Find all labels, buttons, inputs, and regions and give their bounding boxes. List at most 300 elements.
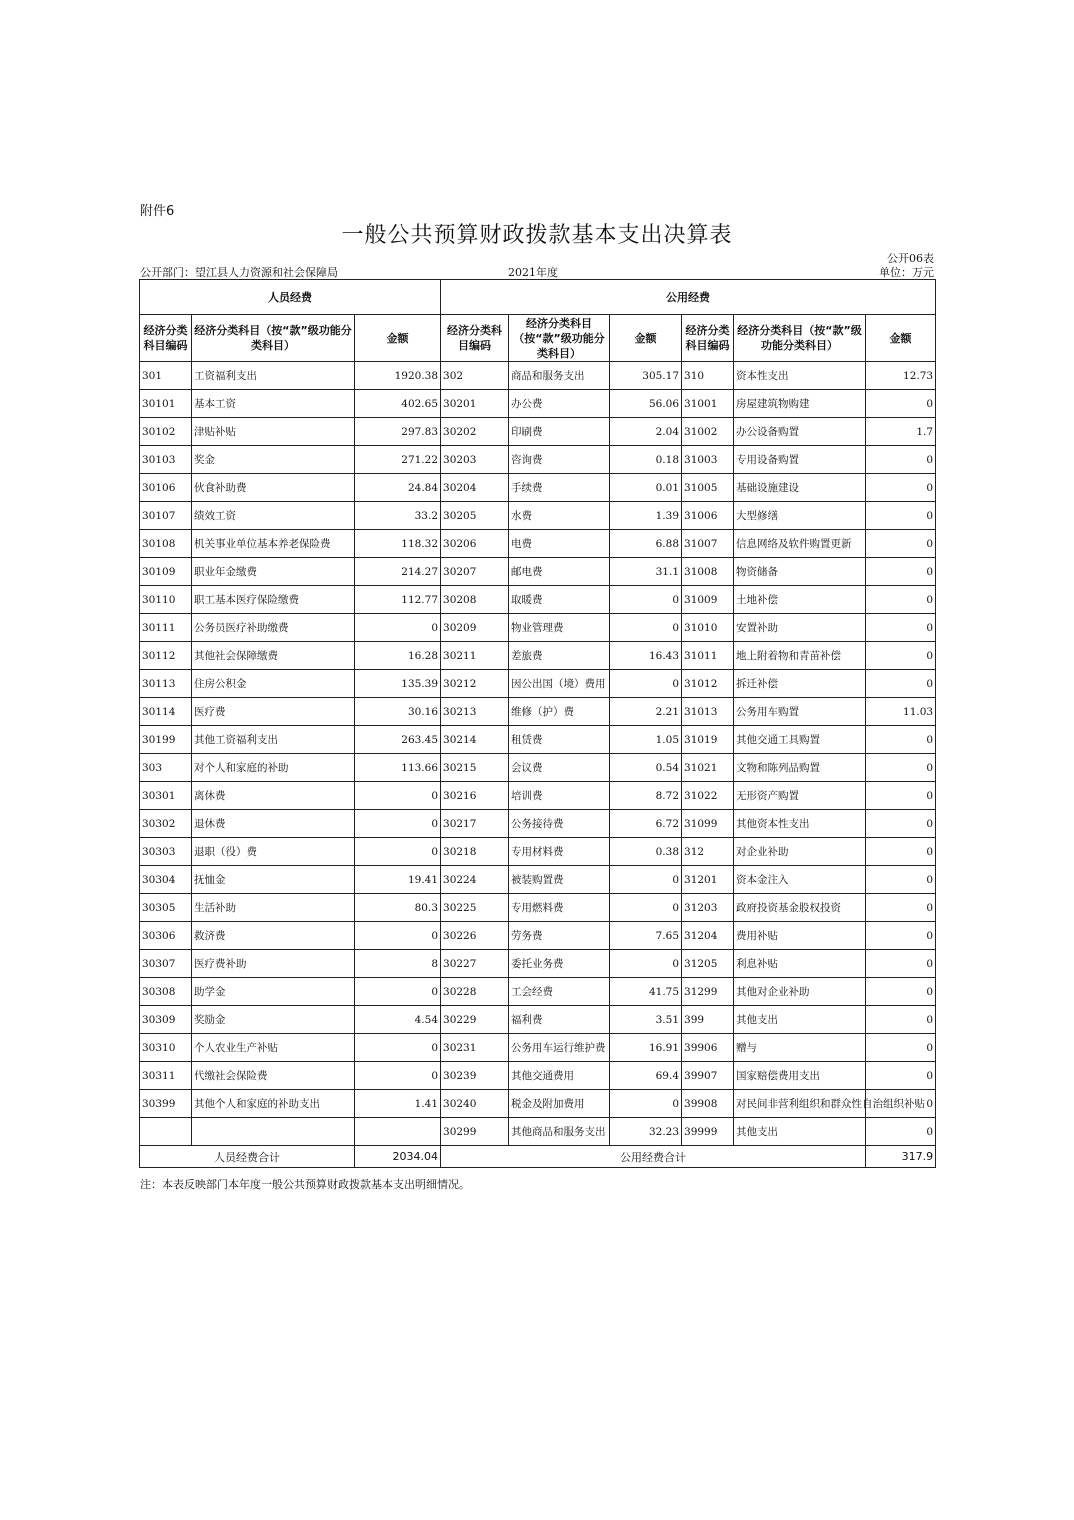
subject-cell: 代缴社会保险费 xyxy=(192,1062,355,1090)
amount-cell: 0 xyxy=(866,1034,936,1062)
amount-cell: 0.18 xyxy=(610,446,682,474)
code-cell: 31021 xyxy=(682,754,734,782)
amount-cell: 11.03 xyxy=(866,698,936,726)
code-cell: 30215 xyxy=(441,754,509,782)
code-cell: 30309 xyxy=(140,1006,192,1034)
code-cell: 30227 xyxy=(441,950,509,978)
table-row xyxy=(140,362,936,390)
code-cell: 30204 xyxy=(441,474,509,502)
table-row xyxy=(140,670,936,698)
amount-cell: 0.54 xyxy=(610,754,682,782)
code-cell: 31008 xyxy=(682,558,734,586)
attachment-label: 附件6 xyxy=(140,204,175,219)
subject-cell: 抚恤金 xyxy=(192,866,355,894)
subject-cell: 资本性支出 xyxy=(734,362,866,390)
amount-cell: 0 xyxy=(866,726,936,754)
subject-cell: 专用设备购置 xyxy=(734,446,866,474)
amount-cell: 24.84 xyxy=(355,474,441,502)
subject-cell: 对企业补助 xyxy=(734,838,866,866)
public-total-label: 公用经费合计 xyxy=(441,1146,866,1168)
subject-cell: 房屋建筑物购建 xyxy=(734,390,866,418)
code-cell: 30226 xyxy=(441,922,509,950)
code-cell: 39906 xyxy=(682,1034,734,1062)
amount-cell: 0 xyxy=(866,866,936,894)
subject-cell: 办公设备购置 xyxy=(734,418,866,446)
amount-cell: 0 xyxy=(610,670,682,698)
subject-cell: 公务用车购置 xyxy=(734,698,866,726)
amount-cell: 0 xyxy=(866,978,936,1006)
amount-cell: 4.54 xyxy=(355,1006,441,1034)
subject-cell: 利息补贴 xyxy=(734,950,866,978)
code-cell: 31003 xyxy=(682,446,734,474)
table-row xyxy=(140,866,936,894)
subject-cell: 基本工资 xyxy=(192,390,355,418)
amount-cell: 0 xyxy=(355,782,441,810)
subject-cell: 职业年金缴费 xyxy=(192,558,355,586)
amount-cell: 16.28 xyxy=(355,642,441,670)
code-cell: 39999 xyxy=(682,1118,734,1146)
table-row xyxy=(140,642,936,670)
amount-cell: 0 xyxy=(866,754,936,782)
amount-cell: 0 xyxy=(866,558,936,586)
header-amount: 金额 xyxy=(866,315,936,362)
amount-cell: 32.23 xyxy=(610,1118,682,1146)
subject-cell: 委托业务费 xyxy=(509,950,610,978)
code-cell: 30199 xyxy=(140,726,192,754)
code-cell: 30211 xyxy=(441,642,509,670)
amount-cell: 16.91 xyxy=(610,1034,682,1062)
code-cell: 30299 xyxy=(441,1118,509,1146)
amount-cell: 305.17 xyxy=(610,362,682,390)
subject-cell: 伙食补助费 xyxy=(192,474,355,502)
subject-cell: 对民间非营利组织和群众性自治组织补贴 xyxy=(734,1090,866,1118)
code-cell: 30112 xyxy=(140,642,192,670)
table-row xyxy=(140,810,936,838)
table-row xyxy=(140,1118,936,1146)
code-cell: 30205 xyxy=(441,502,509,530)
code-cell: 30109 xyxy=(140,558,192,586)
code-cell: 31022 xyxy=(682,782,734,810)
subject-cell: 个人农业生产补贴 xyxy=(192,1034,355,1062)
amount-cell: 2.21 xyxy=(610,698,682,726)
table-row xyxy=(140,922,936,950)
subject-cell: 电费 xyxy=(509,530,610,558)
department-label: 公开部门：望江县人力资源和社会保障局 xyxy=(140,266,338,279)
code-cell: 312 xyxy=(682,838,734,866)
code-cell: 31019 xyxy=(682,726,734,754)
code-cell: 303 xyxy=(140,754,192,782)
code-cell: 30212 xyxy=(441,670,509,698)
subject-cell: 奖金 xyxy=(192,446,355,474)
table-row xyxy=(140,446,936,474)
amount-cell: 8 xyxy=(355,950,441,978)
amount-cell xyxy=(355,1118,441,1146)
subject-cell: 医疗费补助 xyxy=(192,950,355,978)
subject-cell: 其他交通工具购置 xyxy=(734,726,866,754)
table-row xyxy=(140,1034,936,1062)
code-cell: 30224 xyxy=(441,866,509,894)
amount-cell: 0 xyxy=(866,474,936,502)
subject-cell: 工资福利支出 xyxy=(192,362,355,390)
code-cell: 31012 xyxy=(682,670,734,698)
subject-cell: 土地补偿 xyxy=(734,586,866,614)
subject-cell: 其他社会保障缴费 xyxy=(192,642,355,670)
amount-cell: 135.39 xyxy=(355,670,441,698)
subject-cell: 赠与 xyxy=(734,1034,866,1062)
subject-cell: 公务用车运行维护费 xyxy=(509,1034,610,1062)
code-cell: 31205 xyxy=(682,950,734,978)
subject-cell: 其他交通费用 xyxy=(509,1062,610,1090)
table-row xyxy=(140,390,936,418)
amount-cell: 2.04 xyxy=(610,418,682,446)
subject-cell: 信息网络及软件购置更新 xyxy=(734,530,866,558)
header-subject: 经济分类科目（按“款”级功能分类科目） xyxy=(509,315,610,362)
subject-cell: 资本金注入 xyxy=(734,866,866,894)
amount-cell: 0 xyxy=(866,586,936,614)
amount-cell: 8.72 xyxy=(610,782,682,810)
amount-cell: 0 xyxy=(610,1090,682,1118)
amount-cell: 6.72 xyxy=(610,810,682,838)
code-cell: 30113 xyxy=(140,670,192,698)
amount-cell: 41.75 xyxy=(610,978,682,1006)
code-cell: 30302 xyxy=(140,810,192,838)
subject-cell: 手续费 xyxy=(509,474,610,502)
table-row xyxy=(140,1006,936,1034)
amount-cell: 0 xyxy=(355,614,441,642)
subject-cell: 公务接待费 xyxy=(509,810,610,838)
subject-cell: 咨询费 xyxy=(509,446,610,474)
code-cell xyxy=(140,1118,192,1146)
subject-cell: 政府投资基金股权投资 xyxy=(734,894,866,922)
subject-cell: 职工基本医疗保险缴费 xyxy=(192,586,355,614)
code-cell: 30240 xyxy=(441,1090,509,1118)
amount-cell: 0.38 xyxy=(610,838,682,866)
amount-cell: 1920.38 xyxy=(355,362,441,390)
amount-cell: 0 xyxy=(866,390,936,418)
totals-row xyxy=(140,1146,936,1168)
code-cell: 31299 xyxy=(682,978,734,1006)
code-cell: 30106 xyxy=(140,474,192,502)
year-label: 2021年度 xyxy=(508,266,558,279)
code-cell: 31013 xyxy=(682,698,734,726)
code-cell: 30218 xyxy=(441,838,509,866)
code-cell: 30214 xyxy=(441,726,509,754)
table-row xyxy=(140,530,936,558)
subject-cell: 专用材料费 xyxy=(509,838,610,866)
code-cell: 301 xyxy=(140,362,192,390)
table-row xyxy=(140,838,936,866)
amount-cell: 271.22 xyxy=(355,446,441,474)
amount-cell: 0 xyxy=(866,502,936,530)
code-cell: 30201 xyxy=(441,390,509,418)
header-amount: 金额 xyxy=(610,315,682,362)
subject-cell: 对个人和家庭的补助 xyxy=(192,754,355,782)
subject-cell: 商品和服务支出 xyxy=(509,362,610,390)
footnote: 注：本表反映部门本年度一般公共预算财政拨款基本支出明细情况。 xyxy=(140,1178,470,1191)
subject-cell: 住房公积金 xyxy=(192,670,355,698)
code-cell: 30209 xyxy=(441,614,509,642)
table-row xyxy=(140,558,936,586)
amount-cell: 0 xyxy=(355,810,441,838)
amount-cell: 0 xyxy=(355,838,441,866)
personnel-total-amount: 2034.04 xyxy=(355,1146,441,1168)
subject-cell: 公务员医疗补助缴费 xyxy=(192,614,355,642)
subject-cell: 培训费 xyxy=(509,782,610,810)
code-cell: 30213 xyxy=(441,698,509,726)
subject-cell: 绩效工资 xyxy=(192,502,355,530)
code-cell: 30208 xyxy=(441,586,509,614)
code-cell: 30103 xyxy=(140,446,192,474)
amount-cell: 0 xyxy=(866,670,936,698)
amount-cell: 3.51 xyxy=(610,1006,682,1034)
code-cell: 31005 xyxy=(682,474,734,502)
subject-cell: 机关事业单位基本养老保险费 xyxy=(192,530,355,558)
subject-cell: 基础设施建设 xyxy=(734,474,866,502)
amount-cell: 16.43 xyxy=(610,642,682,670)
subject-cell: 拆迁补偿 xyxy=(734,670,866,698)
subject-cell: 办公费 xyxy=(509,390,610,418)
code-cell: 30101 xyxy=(140,390,192,418)
code-cell: 30102 xyxy=(140,418,192,446)
table-row xyxy=(140,754,936,782)
code-cell: 30108 xyxy=(140,530,192,558)
subject-cell: 文物和陈列品购置 xyxy=(734,754,866,782)
amount-cell: 0 xyxy=(866,810,936,838)
header-amount: 金额 xyxy=(355,315,441,362)
code-cell: 310 xyxy=(682,362,734,390)
code-cell: 399 xyxy=(682,1006,734,1034)
amount-cell: 118.32 xyxy=(355,530,441,558)
code-cell: 30301 xyxy=(140,782,192,810)
subject-cell: 费用补贴 xyxy=(734,922,866,950)
amount-cell: 0 xyxy=(866,782,936,810)
subject-cell: 离休费 xyxy=(192,782,355,810)
amount-cell: 0 xyxy=(866,614,936,642)
table-row xyxy=(140,1062,936,1090)
table-row xyxy=(140,1090,936,1118)
subject-cell: 国家赔偿费用支出 xyxy=(734,1062,866,1090)
code-cell: 30225 xyxy=(441,894,509,922)
amount-cell: 80.3 xyxy=(355,894,441,922)
table-body xyxy=(140,362,936,1146)
subject-cell: 邮电费 xyxy=(509,558,610,586)
header-code: 经济分类科目编码 xyxy=(441,315,509,362)
code-cell: 30310 xyxy=(140,1034,192,1062)
amount-cell: 0 xyxy=(866,1118,936,1146)
subject-cell: 退职（役）费 xyxy=(192,838,355,866)
amount-cell: 0 xyxy=(866,446,936,474)
subject-cell: 因公出国（境）费用 xyxy=(509,670,610,698)
subject-cell: 津贴补贴 xyxy=(192,418,355,446)
subject-cell: 印刷费 xyxy=(509,418,610,446)
code-cell: 31011 xyxy=(682,642,734,670)
amount-cell: 19.41 xyxy=(355,866,441,894)
amount-cell: 0 xyxy=(355,1062,441,1090)
public-total-amount: 317.9 xyxy=(866,1146,936,1168)
subject-cell: 福利费 xyxy=(509,1006,610,1034)
amount-cell: 6.88 xyxy=(610,530,682,558)
code-cell: 31006 xyxy=(682,502,734,530)
subject-cell: 地上附着物和青苗补偿 xyxy=(734,642,866,670)
subject-cell: 维修（护）费 xyxy=(509,698,610,726)
subject-cell: 租赁费 xyxy=(509,726,610,754)
code-cell: 30311 xyxy=(140,1062,192,1090)
subject-cell: 其他工资福利支出 xyxy=(192,726,355,754)
table-row xyxy=(140,474,936,502)
amount-cell: 33.2 xyxy=(355,502,441,530)
code-cell: 30110 xyxy=(140,586,192,614)
code-cell: 30304 xyxy=(140,866,192,894)
code-cell: 31007 xyxy=(682,530,734,558)
code-cell: 31009 xyxy=(682,586,734,614)
subject-cell: 其他商品和服务支出 xyxy=(509,1118,610,1146)
amount-cell: 0 xyxy=(866,1090,936,1118)
subject-cell: 无形资产购置 xyxy=(734,782,866,810)
subject-cell: 大型修缮 xyxy=(734,502,866,530)
code-cell: 30399 xyxy=(140,1090,192,1118)
subject-cell: 税金及附加费用 xyxy=(509,1090,610,1118)
code-cell: 31099 xyxy=(682,810,734,838)
subject-cell: 其他资本性支出 xyxy=(734,810,866,838)
amount-cell: 0 xyxy=(610,866,682,894)
header-code: 经济分类科目编码 xyxy=(682,315,734,362)
code-cell: 31001 xyxy=(682,390,734,418)
subject-cell: 安置补助 xyxy=(734,614,866,642)
table-row xyxy=(140,698,936,726)
subject-cell: 物业管理费 xyxy=(509,614,610,642)
subject-cell: 其他支出 xyxy=(734,1006,866,1034)
table-row xyxy=(140,418,936,446)
amount-cell: 1.41 xyxy=(355,1090,441,1118)
amount-cell: 0.01 xyxy=(610,474,682,502)
subject-cell: 会议费 xyxy=(509,754,610,782)
subject-cell: 其他对企业补助 xyxy=(734,978,866,1006)
amount-cell: 113.66 xyxy=(355,754,441,782)
table-row xyxy=(140,502,936,530)
code-cell: 31002 xyxy=(682,418,734,446)
table-row xyxy=(140,950,936,978)
subject-cell: 其他支出 xyxy=(734,1118,866,1146)
unit-label: 单位：万元 xyxy=(879,266,934,279)
amount-cell: 297.83 xyxy=(355,418,441,446)
subject-cell: 退休费 xyxy=(192,810,355,838)
amount-cell: 56.06 xyxy=(610,390,682,418)
table-row xyxy=(140,894,936,922)
code-cell: 30206 xyxy=(441,530,509,558)
code-cell: 30202 xyxy=(441,418,509,446)
amount-cell: 0 xyxy=(866,838,936,866)
table-row xyxy=(140,782,936,810)
amount-cell: 0 xyxy=(610,614,682,642)
amount-cell: 1.39 xyxy=(610,502,682,530)
header-subject: 经济分类科目（按“款”级功能分类科目） xyxy=(734,315,866,362)
code-cell: 30207 xyxy=(441,558,509,586)
code-cell: 30303 xyxy=(140,838,192,866)
amount-cell: 0 xyxy=(355,1034,441,1062)
code-cell: 30217 xyxy=(441,810,509,838)
header-code: 经济分类科目编码 xyxy=(140,315,192,362)
code-cell: 30203 xyxy=(441,446,509,474)
section-public: 公用经费 xyxy=(441,280,936,315)
amount-cell: 402.65 xyxy=(355,390,441,418)
amount-cell: 0 xyxy=(866,642,936,670)
amount-cell: 0 xyxy=(610,586,682,614)
subject-cell: 被装购置费 xyxy=(509,866,610,894)
table-row xyxy=(140,978,936,1006)
subject-cell: 物资储备 xyxy=(734,558,866,586)
amount-cell: 214.27 xyxy=(355,558,441,586)
table-row xyxy=(140,726,936,754)
page-title: 一般公共预算财政拨款基本支出决算表 xyxy=(341,223,733,248)
code-cell: 30305 xyxy=(140,894,192,922)
expenditure-table xyxy=(139,279,936,1168)
code-cell: 30239 xyxy=(441,1062,509,1090)
subject-cell: 水费 xyxy=(509,502,610,530)
code-cell: 30229 xyxy=(441,1006,509,1034)
header-subject: 经济分类科目（按“款”级功能分类科目） xyxy=(192,315,355,362)
subject-cell: 生活补助 xyxy=(192,894,355,922)
amount-cell: 0 xyxy=(866,530,936,558)
code-cell: 30216 xyxy=(441,782,509,810)
code-cell: 39908 xyxy=(682,1090,734,1118)
amount-cell: 0 xyxy=(866,922,936,950)
amount-cell: 0 xyxy=(866,950,936,978)
table-row xyxy=(140,586,936,614)
code-cell: 30107 xyxy=(140,502,192,530)
code-cell: 30228 xyxy=(441,978,509,1006)
code-cell: 39907 xyxy=(682,1062,734,1090)
subject-cell: 劳务费 xyxy=(509,922,610,950)
amount-cell: 112.77 xyxy=(355,586,441,614)
amount-cell: 0 xyxy=(866,1006,936,1034)
subject-cell: 助学金 xyxy=(192,978,355,1006)
amount-cell: 12.73 xyxy=(866,362,936,390)
code-cell: 31203 xyxy=(682,894,734,922)
amount-cell: 263.45 xyxy=(355,726,441,754)
personnel-total-label: 人员经费合计 xyxy=(140,1146,355,1168)
code-cell: 31010 xyxy=(682,614,734,642)
code-cell: 31204 xyxy=(682,922,734,950)
code-cell: 30114 xyxy=(140,698,192,726)
amount-cell: 1.7 xyxy=(866,418,936,446)
amount-cell: 7.65 xyxy=(610,922,682,950)
amount-cell: 1.05 xyxy=(610,726,682,754)
subject-cell: 奖励金 xyxy=(192,1006,355,1034)
subject-cell: 其他个人和家庭的补助支出 xyxy=(192,1090,355,1118)
code-cell: 30308 xyxy=(140,978,192,1006)
amount-cell: 30.16 xyxy=(355,698,441,726)
subject-cell: 工会经费 xyxy=(509,978,610,1006)
amount-cell: 0 xyxy=(610,894,682,922)
form-number: 公开06表 xyxy=(887,252,934,265)
amount-cell: 0 xyxy=(610,950,682,978)
subject-cell: 救济费 xyxy=(192,922,355,950)
subject-cell xyxy=(192,1118,355,1146)
amount-cell: 0 xyxy=(355,922,441,950)
code-cell: 30307 xyxy=(140,950,192,978)
subject-cell: 专用燃料费 xyxy=(509,894,610,922)
code-cell: 302 xyxy=(441,362,509,390)
section-personnel: 人员经费 xyxy=(140,280,441,315)
table-row xyxy=(140,614,936,642)
subject-cell: 取暖费 xyxy=(509,586,610,614)
subject-cell: 差旅费 xyxy=(509,642,610,670)
code-cell: 30231 xyxy=(441,1034,509,1062)
amount-cell: 31.1 xyxy=(610,558,682,586)
code-cell: 31201 xyxy=(682,866,734,894)
code-cell: 30111 xyxy=(140,614,192,642)
amount-cell: 0 xyxy=(355,978,441,1006)
